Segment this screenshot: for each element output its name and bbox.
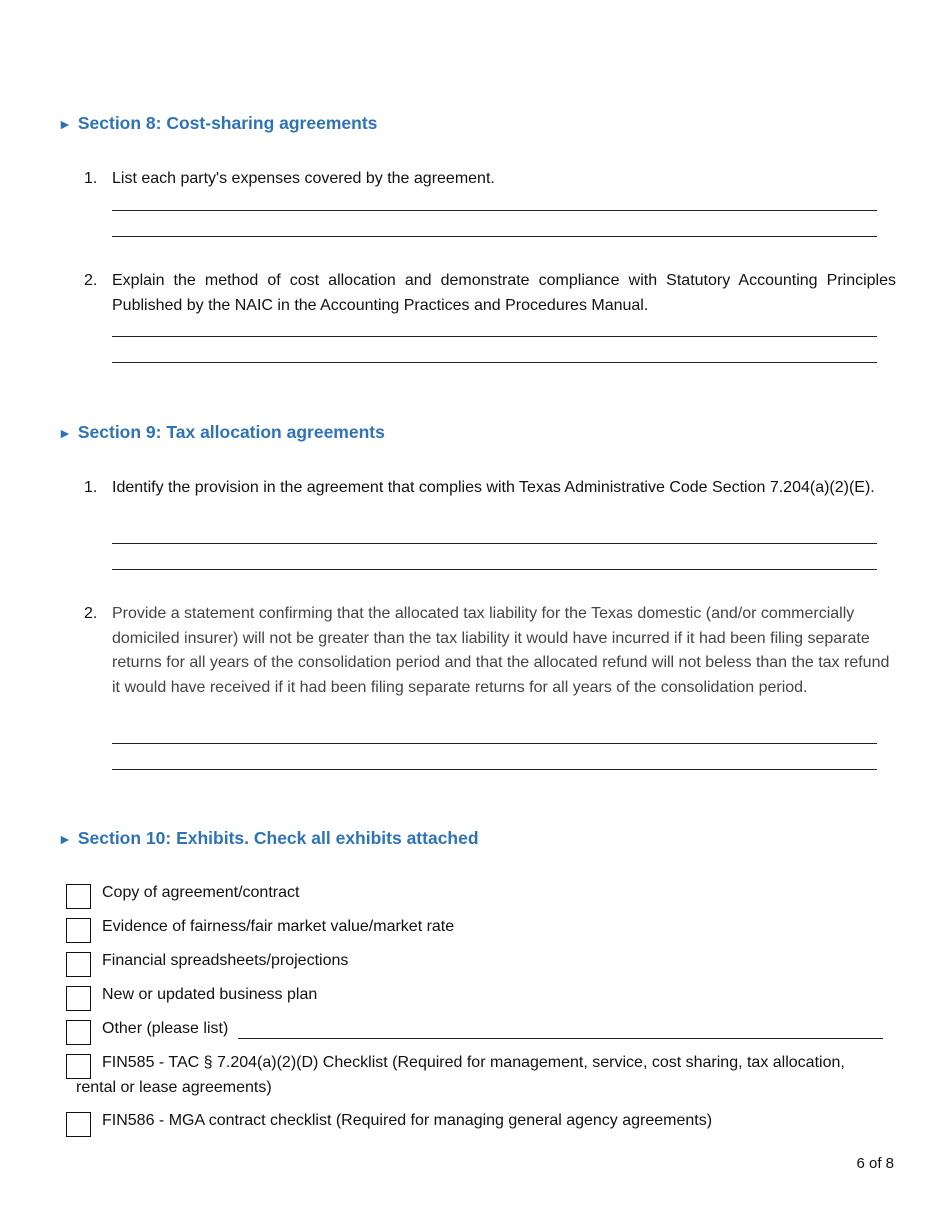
triangle-right-icon: ► bbox=[58, 116, 72, 132]
section-9-title bbox=[58, 422, 385, 443]
triangle-right-icon: ► bbox=[58, 831, 72, 847]
exhibit-checkbox[interactable] bbox=[66, 918, 91, 943]
exhibit-checkbox[interactable] bbox=[66, 1112, 91, 1137]
exhibit-label: FIN585 - TAC § 7.204(a)(2)(D) Checklist (Required for management, service, cost sharing, tax allocation, rental or lease agreements) bbox=[76, 1054, 845, 1096]
question-number: 2. bbox=[84, 272, 98, 289]
section-8-title-text: Section 8: Cost-sharing agreements bbox=[77, 113, 378, 133]
exhibit-label: Other (please list) bbox=[102, 1020, 229, 1037]
question-number: 1. bbox=[84, 170, 98, 187]
triangle-right-icon: ► bbox=[58, 425, 72, 441]
exhibit-label: New or updated business plan bbox=[102, 986, 318, 1003]
answer-line[interactable] bbox=[112, 743, 877, 744]
question-text: Provide a statement confirming that the allocated tax liability for the Texas domestic (and/or commercially domiciled insurer) will not be greater than the tax liability it would have incurred if it had been filing separate returns for all years of the consolidation period and that the allocated refund will not beless than the tax refund it would have received if it had been filing separate returns for all years of the consolidation period. bbox=[112, 605, 890, 696]
exhibit-label: FIN586 - MGA contract checklist (Required for managing general agency agreements) bbox=[102, 1112, 713, 1129]
answer-line[interactable] bbox=[112, 569, 877, 570]
exhibit-checkbox[interactable] bbox=[66, 986, 91, 1011]
answer-line[interactable] bbox=[112, 210, 877, 211]
exhibit-label: Financial spreadsheets/projections bbox=[102, 952, 349, 969]
answer-line[interactable] bbox=[112, 236, 877, 237]
section-10-title bbox=[58, 828, 479, 849]
section-10-title-text: Section 10: Exhibits. Check all exhibits attached bbox=[77, 828, 479, 848]
section-9-title-text: Section 9: Tax allocation agreements bbox=[77, 422, 385, 442]
answer-line[interactable] bbox=[112, 362, 877, 363]
answer-line[interactable] bbox=[112, 336, 877, 337]
other-exhibit-line[interactable] bbox=[238, 1038, 883, 1039]
question-text: Identify the provision in the agreement that complies with Texas Administrative Code Section 7.204(a)(2)(E). bbox=[112, 479, 875, 496]
question-text: List each party's expenses covered by the agreement. bbox=[112, 170, 495, 187]
exhibit-checkbox[interactable] bbox=[66, 952, 91, 977]
question-text: Explain the method of cost allocation and demonstrate compliance with Statutory Accounting Principles Published by the NAIC in the Accounting Practices and Procedures Manual. bbox=[112, 272, 896, 314]
exhibit-label: Copy of agreement/contract bbox=[102, 884, 300, 901]
section-8-title bbox=[58, 113, 377, 134]
exhibit-label: Evidence of fairness/fair market value/market rate bbox=[102, 918, 455, 935]
question-number: 1. bbox=[84, 479, 98, 496]
exhibit-checkbox[interactable] bbox=[66, 1020, 91, 1045]
question-number: 2. bbox=[84, 605, 98, 622]
answer-line[interactable] bbox=[112, 769, 877, 770]
answer-line[interactable] bbox=[112, 543, 877, 544]
exhibit-checkbox[interactable] bbox=[66, 884, 91, 909]
page-number: 6 of 8 bbox=[856, 1155, 894, 1172]
